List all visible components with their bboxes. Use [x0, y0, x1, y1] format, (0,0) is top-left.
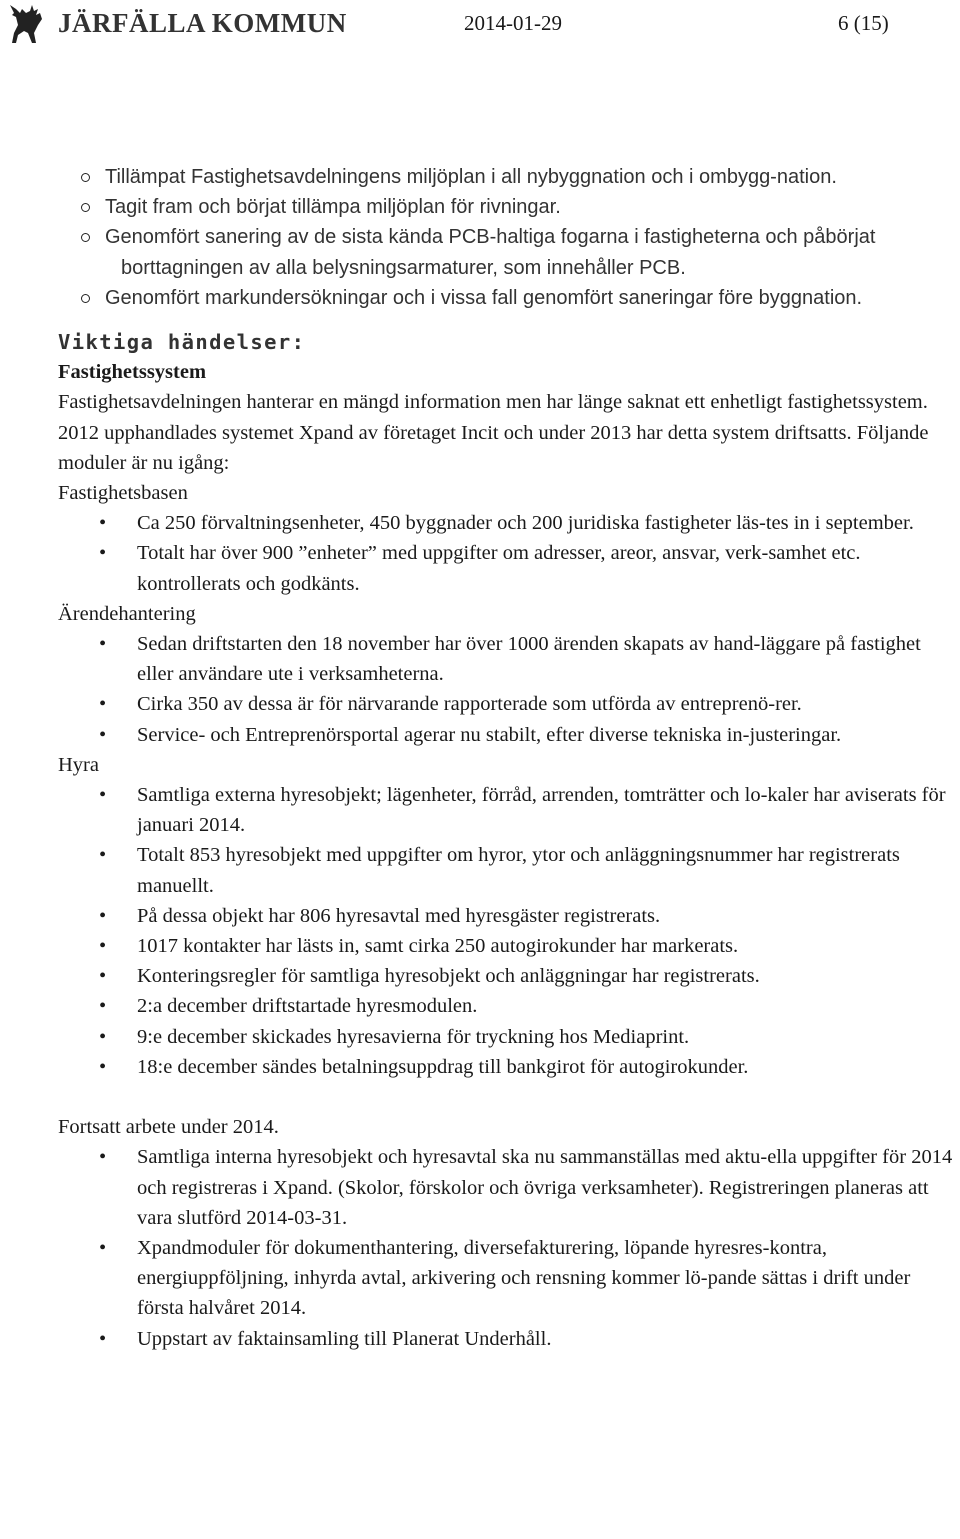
bullet: • [99, 1146, 107, 1169]
list-item: • Xpandmoduler för dokumenthantering, diversefakturering, löpande hyresres-kontra, energiuppföljning, inhyrda avtal, arkivering och rensning kommer lö-pande sättas i drift under första halvåret 2014. [58, 1233, 958, 1324]
group-title: Ärendehantering [58, 602, 196, 625]
list-item: Genomfört sanering av de sista kända PCB-haltiga fogarna i fastigheterna och påbörjat borttagningen av alla belysningsarmaturer, som innehåller PCB. [42, 222, 958, 282]
bullet: • [99, 633, 107, 656]
group-title: Fortsatt arbete under 2014. [58, 1116, 279, 1139]
list-item: • 18:e december sändes betalningsuppdrag till bankgirot för autogirokunder. [58, 1052, 958, 1082]
list-item: Tagit fram och börjat tillämpa miljöplan för rivningar. [42, 192, 958, 222]
list-item: • Totalt 853 hyresobjekt med uppgifter om hyror, ytor och anläggningsnummer har registrerats manuellt. [58, 840, 958, 900]
spacer [58, 1082, 958, 1112]
list-item: • Cirka 350 av dessa är för närvarande rapporterade som utförda av entreprenö-rer. [58, 689, 958, 719]
bullet: • [99, 693, 107, 716]
bullet: • [99, 995, 107, 1018]
group-list [58, 780, 958, 1082]
bullet-icon [81, 294, 90, 303]
group-title: Fastighetsbasen [58, 482, 188, 505]
list-item: • Uppstart av faktainsamling till Planerat Underhåll. [58, 1324, 958, 1354]
list-item: Tillämpat Fastighetsavdelningens miljöplan i all nybyggnation och i ombygg-nation. [42, 162, 958, 192]
bullet: • [99, 844, 107, 867]
subheading: Fastighetssystem [58, 361, 207, 384]
group-list [58, 629, 958, 750]
page-header [0, 0, 960, 60]
bullet: • [99, 1055, 107, 1078]
list-item: • På dessa objekt har 806 hyresavtal med hyresgäster registrerats. [58, 901, 958, 931]
group-title: Hyra [58, 753, 99, 776]
bullet: • [99, 935, 107, 958]
group-list [58, 508, 958, 599]
bullet: • [99, 904, 107, 927]
section-heading: Viktiga händelser: [58, 330, 306, 355]
list-item: • Sedan driftstarten den 18 november har över 1000 ärenden skapats av hand-läggare på fastighet eller användare ute i verksamheterna. [58, 629, 958, 689]
list-item: • 2:a december driftstartade hyresmodulen. [58, 991, 958, 1021]
bullet-icon [81, 233, 90, 242]
bullet: • [99, 965, 107, 988]
list-item: • Service- och Entreprenörsportal agerar nu stabilt, efter diverse tekniska in-justeringar. [58, 720, 958, 750]
group-list [58, 1142, 958, 1353]
bullet: • [99, 1327, 107, 1350]
list-item: • Ca 250 förvaltningsenheter, 450 byggnader och 200 juridiska fastigheter läs-tes in i september. [58, 508, 958, 538]
list-item: • 9:e december skickades hyresavierna för tryckning hos Mediaprint. [58, 1022, 958, 1052]
document-date: 2014-01-29 [464, 11, 562, 35]
bullet: • [99, 512, 107, 535]
page-number: 6 (15) [838, 11, 889, 35]
bullet: • [99, 723, 107, 746]
bullet: • [99, 784, 107, 807]
municipal-crest-icon [6, 3, 46, 47]
bullet-icon [81, 203, 90, 212]
list-item: • Konteringsregler för samtliga hyresobjekt och anläggningar har registrerats. [58, 961, 958, 991]
list-item: • Totalt har över 900 ”enheter” med uppgifter om adresser, areor, ansvar, verk-samhet etc. kontrollerats och godkänts. [58, 538, 958, 598]
intro-paragraph: Fastighetsavdelningen hanterar en mängd information men har länge saknat ett enhetligt fastighetssystem. 2012 upphandlades systemet Xpand av företaget Incit och under 2013 har detta system driftsatts. Följande moduler är nu igång: [58, 391, 929, 474]
bullet: • [99, 1236, 107, 1259]
organization-name: JÄRFÄLLA KOMMUN [58, 8, 347, 38]
list-item: • Samtliga interna hyresobjekt och hyresavtal ska nu sammanställas med aktu-ella uppgifter för 2014 och registreras i Xpand. (Skolor, förskolor och övriga verksamheter). Registreringen planeras att vara slutförd 2014-03-31. [58, 1142, 958, 1233]
list-item: • Samtliga externa hyresobjekt; lägenheter, förråd, arrenden, tomträtter och lo-kaler har aviserats för januari 2014. [58, 780, 958, 840]
list-item: • 1017 kontakter har lästs in, samt cirka 250 autogirokunder har markerats. [58, 931, 958, 961]
bullet: • [99, 542, 107, 565]
intro-list [58, 162, 958, 313]
bullet: • [99, 1025, 107, 1048]
document-body [58, 162, 958, 1354]
bullet-icon [81, 173, 90, 182]
list-item: Genomfört markundersökningar och i vissa fall genomfört saneringar före byggnation. [42, 283, 958, 313]
